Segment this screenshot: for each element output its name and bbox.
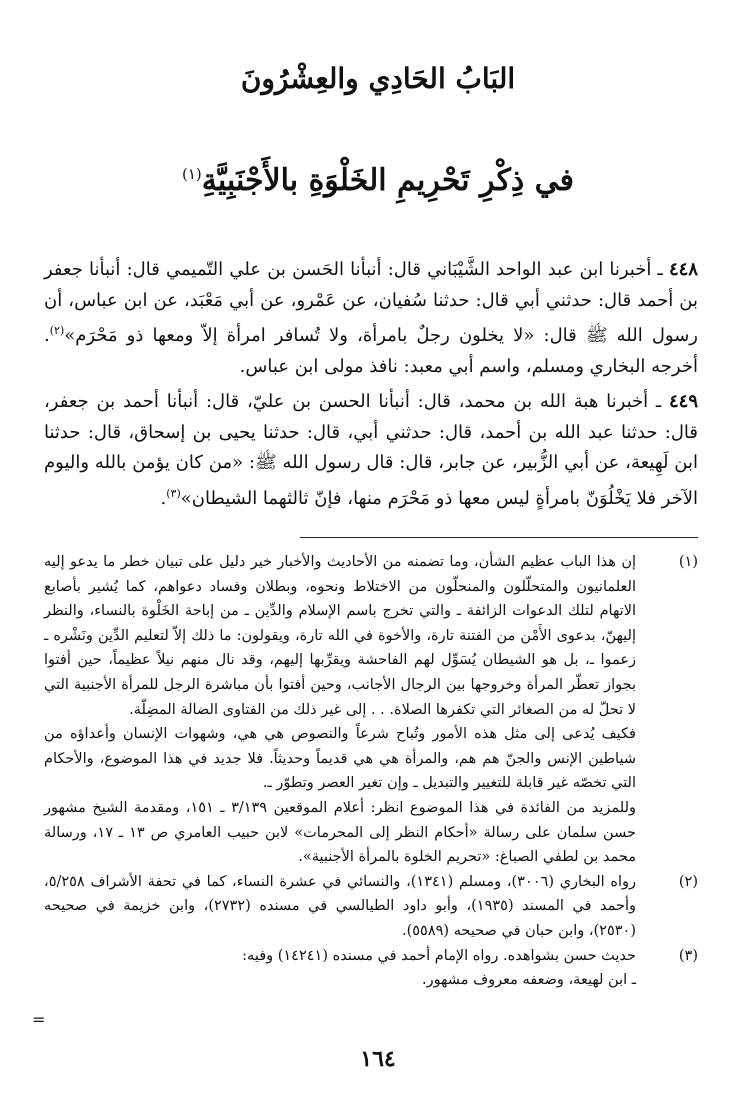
footnote-ref: (٣) (166, 486, 181, 500)
hadith-text: ـ أخبرنا ابن عبد الواحد الشَّيْبَاني قال: أنبأنا الحَسن بن علي التّميمي قال: أنبأنا جعفر بن أحمد قال: حدثني أبي قال: حدثنا سُفيان، عن عَمْرو، عن أبي مَعْبَد، عن ابن عباس، أن رسول الله ﷺ قال: «لا يخلون رجلٌ بامرأة، ولا تُسافر امرأة إلاّ ومعها ذو مَحْرَم» (44, 259, 698, 346)
footnote (44, 550, 698, 870)
footnote-text: حديث حسن بشواهده. رواه الإمام أحمد في مسنده (١٤٢٤١) وفيه: (242, 947, 636, 964)
hadith-paragraph (44, 255, 698, 382)
footnote-marker: (٣) (678, 947, 698, 964)
page-number: ١٦٤ (360, 1046, 396, 1072)
footnote-ref: (٢) (49, 324, 65, 337)
section-title (0, 163, 756, 198)
footnote-ref: (١) (181, 165, 202, 183)
footnote-text: رواه البخاري (٣٠٠٦)، ومسلم (١٣٤١)، والنسائي في عشرة النساء، كما في تحفة الأشراف ٥/٢٥٨، وأحمد في المسند (١٩٣٥)، وأبو داود الطيالسي في مسنده (٢٧٣٢)، وابن خزيمة في صحيحه (٢٥٣٠)، وابن حبان في صحيحه (٥٥٨٩). (44, 873, 637, 939)
footnote (44, 870, 698, 944)
footnote-marker: (١) (678, 554, 698, 570)
hadith-paragraph (44, 387, 698, 514)
footnote-text: إن هذا الباب عظيم الشأن، وما تضمنه من الأحاديث والأخبار خير دليل على تبيان خطر ما يدعو إليه العلمانيون والمتحلّلون والمنحلّون من الاختلاط ونحوه، وبطلان وفساد دعواهم، كما يُشير بأصابع الاتهام لتلك الدعوات الزائفة ـ والتي تخرج باسم الإسلام والدِّين ـ من إباحة الخَلْوة بالنساء، والنظر إليهنّ، بدعوى الأَمْن من الفتنة تارة، والأخوة في الله تارة، ويقولون: ما ذلك إلاّ لتعليم الدِّين ونَشْره ـ زعموا ـ، بل هو الشيطان يُسَوِّل لهم الفاحشة ويقرِّبها إليهم، وقد نال منهم نيلاً عظيماً، حين أفتوا بجواز تعطّر المرأة وخروجها بين الرجال الأجانب، وحين أفتوا بأن مباشرة الرجل للمرأة الأجنبية التي لا تحلّ له من الصغائر التي تكفرها الصلاة. . . إلى غير ذلك من الفتاوى الضالة المضِلّة. (44, 554, 636, 718)
chapter-title-text: البَابُ الحَادِي والعِشْرُونَ (240, 62, 516, 95)
continuation-mark: = (32, 1010, 46, 1029)
chapter-title (0, 62, 756, 95)
hadith-text: ـ أخبرنا هبة الله بن محمد، قال: أنبأنا الحسن بن عليّ، قال: أنبأنا أحمد بن جعفر، قال: حدثنا عبد الله بن أحمد، قال: حدثني أبي، قال: حدثنا يحيى بن إسحاق، قال: حدثنا ابن لَهِيعة، عن أبي الزُّبير، عن جابر، قال: قال رسول الله ﷺ: «من كان يؤمن بالله واليوم الآخر فلا يَخْلُوَنّ بامرأةٍ ليس معها ذو مَحْرَم منها، فإنّ ثالثهما الشيطان» (44, 391, 698, 509)
footnote-text: ـ ابن لهيعة، وضعفه معروف مشهور. (421, 972, 636, 989)
footnote (44, 944, 698, 993)
main-text (44, 255, 698, 514)
footnotes (44, 550, 698, 993)
hadith-number: ٤٤٨ (668, 259, 698, 280)
hadith-tail: . أخرجه البخاري ومسلم، واسم أبي معبد: نافذ مولى ابن عباس. (44, 325, 698, 377)
footnote-marker: (٢) (678, 873, 698, 890)
footnote-text: فكيف يُدعى إلى مثل هذه الأمور وتُباح شرعاً والنصوص هي هي، وشهوات الإنسان وأعداؤه من شياطين الإنس والجنّ هم هم، والمرأة هي هي قديماً وحديثاً. فلا جديد في هذا الموضوع، والأحكام التي تخصّه غير قابلة للتغيير والتبديل ـ وإن تغير العصر وتطوّر ـ. (44, 726, 636, 792)
hadith-tail: . (160, 487, 167, 509)
footnote-separator (300, 537, 698, 538)
section-title-text: في ذِكْرِ تَحْرِيمِ الخَلْوَةِ بالأَجْنَبِيَّةِ (201, 163, 575, 198)
footnote-text: وللمزيد من الفائدة في هذا الموضوع انظر: أعلام الموقعين ٣/١٣٩ ـ ١٥١، ومقدمة الشيخ مشهور حسن سلمان على رسالة «أحكام النظر إلى المحرمات» لابن حبيب العامري ص ١٣ ـ ١٧، ورسالة محمد بن لطفي الصباغ: «تحريم الخلوة بالمرأة الأجنبية». (44, 799, 636, 866)
hadith-number: ٤٤٩ (668, 391, 698, 412)
